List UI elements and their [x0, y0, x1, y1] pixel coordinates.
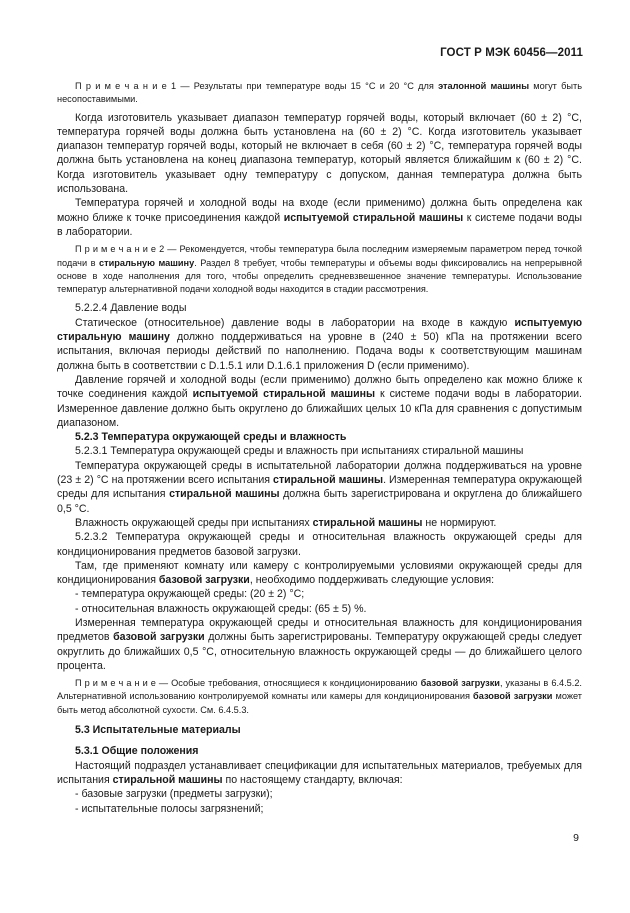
page-number: 9 — [573, 832, 579, 844]
heading-5-3-1: 5.3.1 Общие положения — [75, 745, 199, 758]
note-3: П р и м е ч а н и е — Особые требования, относящиеся к кондиционированию базовой загрузки, указаны в 6.4.5.2. Альтернативной использованию контролируемой комнаты или камеры для кондиционирования базовой загрузки может быть метод абсолютной сухости. См. 6.4.5.3. — [57, 678, 582, 715]
heading-5-2-3: 5.2.3 Температура окружающей среды и влажность — [75, 431, 347, 444]
paragraph-pressure-measurement: Давление горячей и холодной воды (если применимо) должно быть определено как можно ближе к точке соединения каждой испытуемой стиральной машины к системе подачи воды в лаборатории. Измеренное давление должно быть округлено до ближайших целых 10 кПа для сравнения с допустимым диапазоном. — [57, 373, 582, 429]
heading-5-2-2-4: 5.2.2.4 Давление воды — [75, 302, 187, 315]
paragraph-conditioning-room: Там, где применяют комнату или камеру с контролируемыми условиями окружающей среды для кондиционирования базовой загрузки, необходимо поддерживать следующие условия: — [57, 559, 582, 587]
heading-5-2-3-2: 5.2.3.2 Температура окружающей среды и относительная влажность окружающей среды для кондиционирования предметов базовой загрузки. — [57, 531, 582, 558]
heading-5-2-3-1: 5.2.3.1 Температура окружающей среды и влажность при испытаниях стиральной машины — [75, 445, 524, 458]
note-2: П р и м е ч а н и е 2 — Рекомендуется, чтобы температура была последним измеряемым параметром перед точкой подачи в стиральную машину. Раздел 8 требует, чтобы температуры и объемы воды фиксировались на непрерывной основе в ходе наполнения для того, чтобы определить средневзвешенное значение температуры. Использование температур альтернативной подачи холодной воды находится в стадии рассмотрения. — [57, 244, 582, 295]
document-header: ГОСТ Р МЭК 60456—2011 — [440, 47, 583, 59]
paragraph-ambient-temperature: Температура окружающей среды в испытательной лаборатории должна поддерживаться на уровне (23 ± 2) °С на протяжении всего испытания стиральной машины. Измеренная температура окружающей среды для испытания стиральной машины должна быть зарегистрирована и округлена до ближайшего 0,5 °С. — [57, 459, 582, 515]
paragraph-inlet-temperature: Температура горячей и холодной воды на входе (если применимо) должна быть определена как можно ближе к точке присоединения каждой испытуемой стиральной машины к системе подачи воды в лаборатории. — [57, 197, 582, 238]
list-item: - температура окружающей среды: (20 ± 2) °С; — [75, 588, 305, 601]
paragraph-hot-water-range: Когда изготовитель указывает диапазон температур горячей воды, который включает (60 ± 2) °С, температура горячей воды должна быть установлена на (60 ± 2) °С. Когда изготовитель указывает диапазон температур горячей воды, который не включает в себя (60 ± 2) °С, температура горячей воды должна быть установлена на конец диапазона температур, который является ближайшим к (60 ± 2) °С. Когда изготовитель указывает одну температуру с допуском, данная температура должна быть использована. — [57, 111, 582, 196]
paragraph-conditioning-record: Измеренная температура окружающей среды и относительная влажность для кондиционирования предметов базовой загрузки должны быть зарегистрированы. Температуру окружающей среды следует округлить до ближайших 0,5 °С, относительную влажность окружающей среды — до ближайшего целого процента. — [57, 616, 582, 672]
page-body — [57, 76, 582, 816]
list-item: - относительная влажность окружающей среды: (65 ± 5) %. — [75, 602, 367, 615]
paragraph-static-pressure: Статическое (относительное) давление воды в лаборатории на входе в каждую испытуемую стиральную машину должно поддерживаться на уровне в (240 ± 50) кПа на протяжении всего испытания, включая периоды действий по наполнению. Подача воды к соответствующим машинам должна быть в соответствии с D.1.5.1 или D.1.6.1 приложения D (если применимо). — [57, 316, 583, 372]
list-item: - испытательные полосы загрязнений; — [75, 802, 264, 815]
paragraph-humidity: Влажность окружающей среды при испытаниях стиральной машины не нормируют. — [75, 516, 497, 529]
heading-5-3: 5.3 Испытательные материалы — [75, 724, 241, 737]
note-1: П р и м е ч а н и е 1 — Результаты при температуре воды 15 °С и 20 °С для эталонной машины могут быть несопоставимыми. — [57, 81, 582, 105]
paragraph-test-materials: Настоящий подраздел устанавливает спецификации для испытательных материалов, требуемых для испытания стиральной машины по настоящему стандарту, включая: — [57, 759, 582, 786]
list-item: - базовые загрузки (предметы загрузки); — [75, 788, 273, 801]
